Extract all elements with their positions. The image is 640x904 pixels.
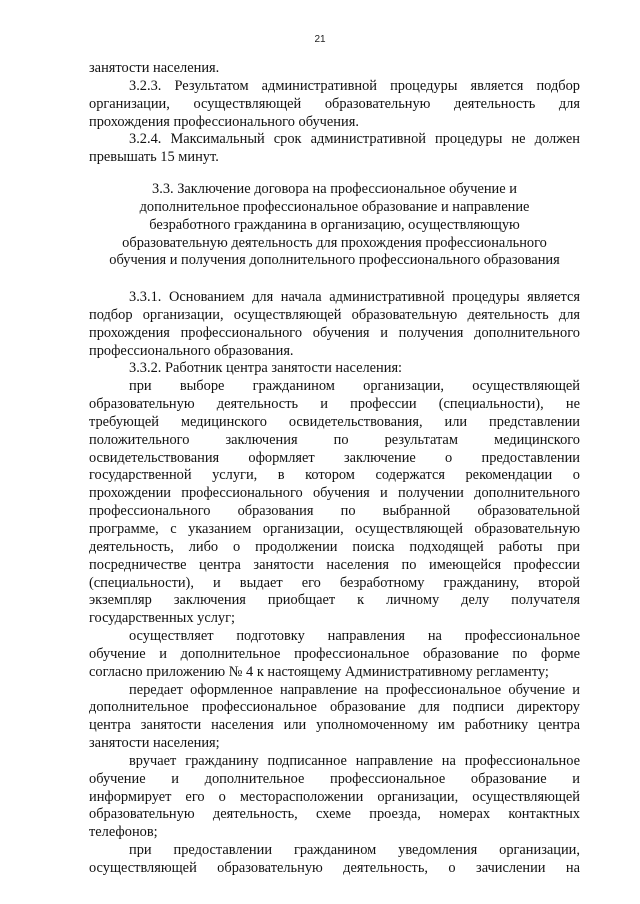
text-line: программе, с указанием организации, осуществляющей образовательную <box>89 520 580 537</box>
text-line: положительного заключения по результатам медицинского <box>89 431 580 448</box>
text-line: государственной услуги, в котором содержатся рекомендации о <box>89 467 580 484</box>
text-line: экземпляр заключения приобщает к личному делу получателя <box>89 592 580 609</box>
text-line: телефонов; <box>89 824 158 841</box>
text-line: профессионального образования по выбранной образовательной <box>89 503 580 520</box>
text-line: государственных услуг; <box>89 610 235 627</box>
text-line: вручает гражданину подписанное направление на профессиональное <box>129 752 580 769</box>
heading-line: обучения и получения дополнительного профессионального образования <box>109 252 560 269</box>
text-line: требующей медицинского освидетельствования, или представлении <box>89 413 580 430</box>
text-line: профессионального образования. <box>89 342 294 359</box>
text-line: передает оформленное направление на профессиональное обучение и <box>129 681 580 698</box>
text-line: посредничестве центра занятости населения по имеющейся профессии <box>89 556 580 573</box>
text-line: подбор организации, осуществляющей образовательную деятельность для <box>89 306 580 323</box>
text-line: образовательную деятельность и профессии (специальности), не <box>89 396 580 413</box>
text-line: (специальности), и выдает его безработному гражданину, второй <box>89 574 580 591</box>
heading-line: дополнительное профессиональное образование и направление <box>139 198 530 215</box>
text-line: освидетельствования оформляет заключение о предоставлении <box>89 449 580 466</box>
text-line: прохождения профессионального обучения. <box>89 113 359 130</box>
main-paragraphs <box>89 289 580 878</box>
text-line: обучение и дополнительное профессиональное образование по форме <box>89 645 580 662</box>
text-line: 3.3.1. Основанием для начала административной процедуры является <box>129 289 580 305</box>
heading-line: 3.3. Заключение договора на профессиональное обучение и <box>152 181 517 197</box>
text-line: центра занятости населения или уполномоченному им работнику центра <box>89 717 580 734</box>
text-line: занятости населения. <box>89 60 220 76</box>
text-line: дополнительное профессиональное образование для подписи директору <box>89 699 580 716</box>
text-line: деятельность, либо о продолжении поиска подходящей работы при <box>89 538 580 555</box>
text-line: 3.3.2. Работник центра занятости населения: <box>129 360 403 377</box>
heading-line: безработного гражданина в организацию, осуществляющую <box>149 216 520 233</box>
section-heading <box>89 181 580 270</box>
text-line: осуществляет подготовку направления на профессиональное <box>129 628 580 645</box>
text-line: информирует его о месторасположении организации, осуществляющей <box>89 788 580 805</box>
text-line: образовательную деятельность, схеме проезда, номерах контактных <box>89 806 580 823</box>
text-line: обучение и дополнительное профессиональное образование и <box>89 770 580 787</box>
text-line: при выборе гражданином организации, осуществляющей <box>129 378 580 395</box>
text-line: 3.2.3. Результатом административной процедуры является подбор <box>129 77 580 94</box>
text-line: организации, осуществляющей образовательную деятельность для <box>89 95 580 112</box>
text-line: осуществляющей образовательную деятельность, о зачислении на <box>89 860 580 876</box>
top-paragraphs <box>89 60 580 167</box>
page-number: 21 <box>314 34 326 45</box>
text-line: при предоставлении гражданином уведомления организации, <box>129 842 580 859</box>
text-line: прохождения профессионального обучения и получения дополнительного <box>89 324 580 341</box>
text-line: 3.2.4. Максимальный срок административной процедуры не должен <box>129 131 580 148</box>
heading-line: образовательную деятельность для прохождения профессионального <box>122 234 547 251</box>
text-line: прохождении профессионального обучения и получении дополнительного <box>89 485 580 502</box>
text-line: занятости населения; <box>89 735 220 752</box>
text-line: превышать 15 минут. <box>89 149 219 166</box>
text-line: согласно приложению № 4 к настоящему Административному регламенту; <box>89 663 549 680</box>
